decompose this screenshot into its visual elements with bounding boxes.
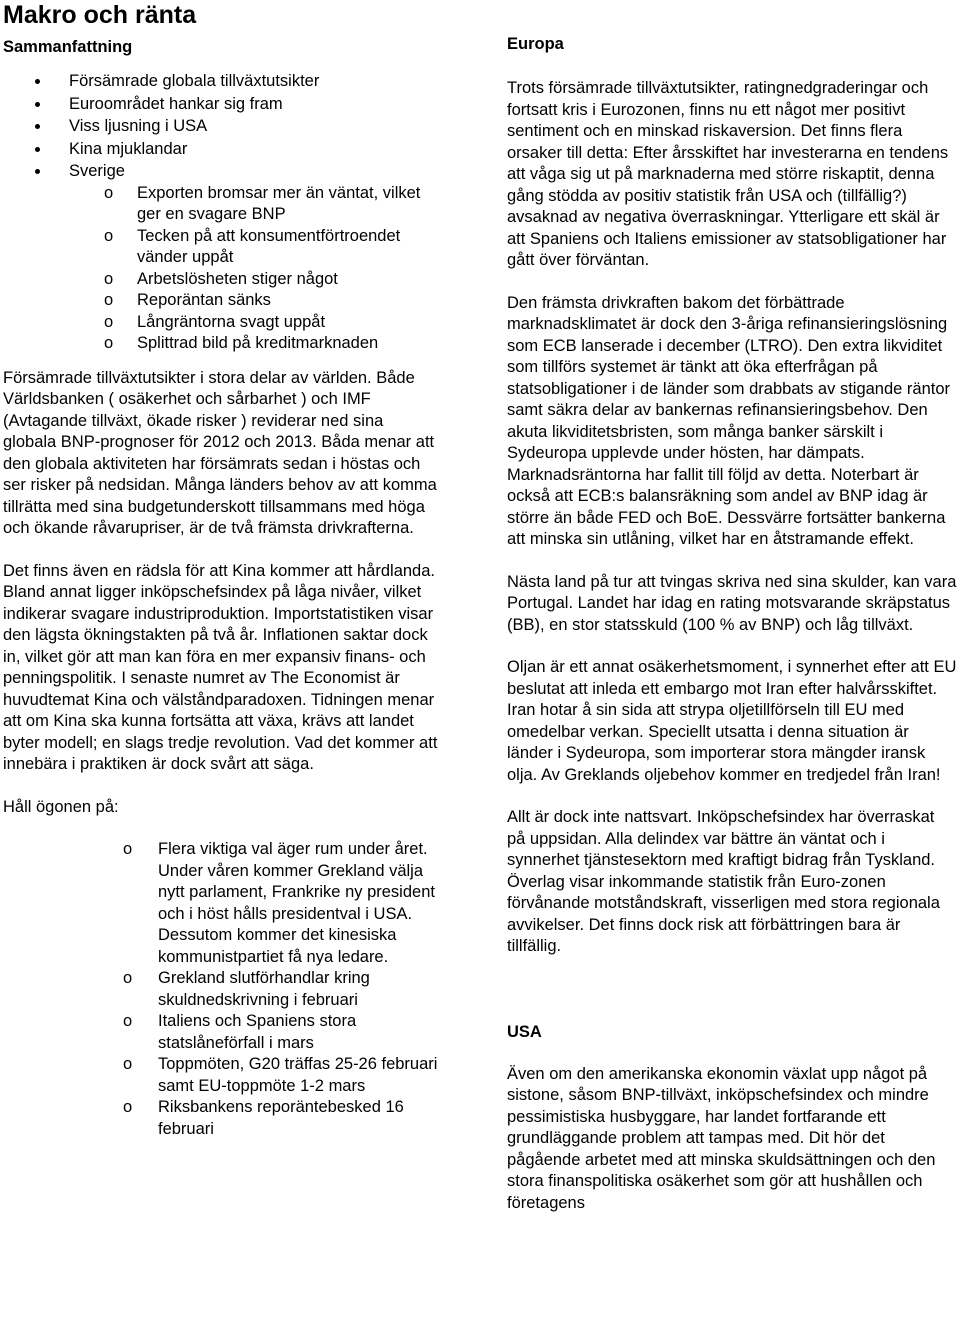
europe-paragraph: Allt är dock inte nattsvart. Inköpschefsindex har överraskat på uppsidan. Alla delindex var bättre än väntat och i synnerhet tjänstesektorn med kraftigt bidrag från Tyskland. Överlag visar inkommande statistik från Euro-zonen förvånande motståndskraft, visserligen med stora regionala avvikelser. Det finns dock risk att förbättringen bara är tillfällig.: [507, 808, 940, 955]
usa-heading: USA: [507, 1022, 542, 1041]
list-item: Kina mjuklandar: [3, 138, 441, 161]
list-item: o Reporäntan sänks: [3, 290, 441, 312]
europe-heading: Europa: [507, 35, 564, 53]
sub-bullet-icon: o: [104, 312, 114, 331]
list-item: o Grekland slutförhandlar kring skuldnedskrivning i februari: [123, 969, 370, 1009]
list-item: o Exporten bromsar mer än väntat, vilket ger en svagare BNP: [104, 183, 421, 223]
europe-paragraph: Nästa land på tur att tvingas skriva ned sina skulder, kan vara Portugal. Landet har idag en rating motsvarande skräpstatus (BB), en stor statsskuld (100 % av BNP) och låg tillväxt.: [507, 572, 957, 634]
keep-eye-label: Håll ögonen på:: [3, 797, 119, 816]
list-item: o Italiens och Spaniens stora statslåneförfall i mars: [123, 1012, 357, 1052]
left-column: [3, 0, 441, 1140]
sub-bullet-icon: o: [123, 1098, 133, 1116]
bullet-icon: [35, 102, 40, 107]
list-item: o Tecken på att konsumentförtroendet vänder uppåt: [104, 226, 401, 266]
sub-bullet-icon: o: [123, 1055, 133, 1073]
list-item: o Toppmöten, G20 träffas 25-26 februari samt EU-toppmöte 1-2 mars: [123, 1055, 438, 1095]
list-item: o Långräntorna svagt uppåt: [3, 312, 441, 334]
sub-bullet-icon: o: [123, 1012, 133, 1030]
sub-bullet-icon: o: [123, 969, 133, 987]
sub-bullet-icon: o: [123, 840, 133, 858]
sub-bullet-icon: o: [104, 226, 114, 245]
summary-bullet-list: [3, 70, 441, 183]
bullet-icon: [35, 169, 40, 174]
bullet-icon: [35, 147, 40, 152]
world-growth-paragraph: Försämrade tillväxtutsikter i stora delar av världen. Både Världsbanken ( osäkerhet och sårbarhet ) och IMF (Avtagande tillväxt, ökade risker ) reviderar ned sina globala BNP-prognoser för 2012 och 2013. Båda menar att den globala aktiviteten har försämrats sedan i höstas och ser risker på nedsidan. Många länders behov av att komma tillrätta med sina budgetunderskott tillsammans med höga och ökande råvarupriser, är de två främsta drivkrafterna.: [3, 368, 437, 537]
europe-paragraph: Trots försämrade tillväxtutsikter, ratingnedgraderingar och fortsatt kris i Eurozonen, finns nu ett något mer positivt sentiment och en minskad riskaversion. Det finns flera orsaker till detta: Efter årsskiftet har investerarna en tendens att våga sig ut på marknaderna med större riskaptit, denna gång stödda av positiv statistik från USA och (tillfällig?) avsaknad av negativa överraskningar. Ytterligare ett skäl är att Spaniens och Italiens emissioner av statsobligationer har gått över förväntan.: [507, 79, 949, 269]
usa-paragraph: Även om den amerikanska ekonomin växlat upp något på sistone, såsom BNP-tillväxt, inköpschefsindex och mindre pessimistiska husbyggare, har landet fortfarande ett grundläggande problem att tampas med. Dit hör det pågående arbetet med att minska skuldsättningen och den stora finanspolitiska osäkerhet som gör att hushållen och företagens: [507, 1064, 936, 1212]
list-item: o Flera viktiga val äger rum under året. Under våren kommer Grekland välja nytt parlament, Frankrike ny president och i höst hålls presidentval i USA. Dessutom kommer det kinesiska kommunistpartiet få nya ledare.: [123, 840, 435, 966]
list-item: o Splittrad bild på kreditmarknaden: [3, 333, 441, 355]
right-column: [507, 0, 957, 1214]
keep-eye-list: [3, 839, 441, 1140]
sub-bullet-icon: o: [104, 269, 114, 288]
list-item: Sverige: [3, 160, 441, 183]
europe-paragraph: Oljan är ett annat osäkerhetsmoment, i synnerhet efter att EU beslutat att inleda ett embargo mot Iran efter halvårsskiftet. Iran hotar å sin sida att strypa oljetillförseln till EU med omedelbar verkan. Speciellt utsatta i denna situation är länder i Sydeuropa, som importerar stora mängder iransk olja. Av Greklands oljebehov kommer en tredjedel från Iran!: [507, 658, 957, 784]
sub-bullet-icon: o: [104, 183, 114, 202]
list-item: Försämrade globala tillväxtutsikter: [3, 70, 441, 93]
bullet-icon: [35, 124, 40, 129]
bullet-icon: [35, 79, 40, 84]
list-item: o Riksbankens reporäntebesked 16 februari: [123, 1098, 404, 1138]
europe-paragraph: Den främsta drivkraften bakom det förbättrade marknadsklimatet är dock den 3-åriga refinansieringslösning som ECB lanserade i december (LTRO). Den extra likviditet som tillförs systemet är tänkt att öka efterfrågan på statsobligationer i de länder som drabbats av stigande räntor samt säkra delar av bankernas refinansieringsbehov. Den akuta likviditetsbristen, som många banker särskilt i Sydeuropa upplevde under hösten, har dämpats. Marknadsräntorna har fallit till följd av detta. Noterbart är också att ECB:s balansräkning som andel av BNP idag är större än både FED och BoE. Dessvärre fortsätter bankerna att minska sin utlåning, vilket har en åtstramande effekt.: [507, 293, 951, 548]
page-title: Makro och ränta: [3, 1, 197, 29]
china-paragraph: Det finns även en rädsla för att Kina kommer att hårdlanda. Bland annat ligger inköpschefsindex på låga nivåer, vilket indikerar svagare industriproduktion. Importstatistiken visar den lägsta ökningstakten på två år. Inflationen saktar dock in, vilket gör att man kan föra en mer expansiv finans- och penningspolitik. I senaste numret av The Economist är huvudtemat Kina och välståndparadoxen. Tidningen menar att om Kina ska kunna fortsätta att växa, krävs att landet byter modell; en slags tredje revolution. Vad det kommer att innebära i praktiken är dock svårt att säga.: [3, 561, 438, 773]
list-item: Euroområdet hankar sig fram: [3, 93, 441, 116]
list-item: Viss ljusning i USA: [3, 115, 441, 138]
sweden-sub-list: [3, 183, 441, 355]
sub-bullet-icon: o: [104, 291, 114, 309]
summary-heading: Sammanfattning: [3, 38, 133, 56]
sub-bullet-icon: o: [104, 334, 114, 352]
list-item: o Arbetslösheten stiger något: [3, 269, 441, 291]
